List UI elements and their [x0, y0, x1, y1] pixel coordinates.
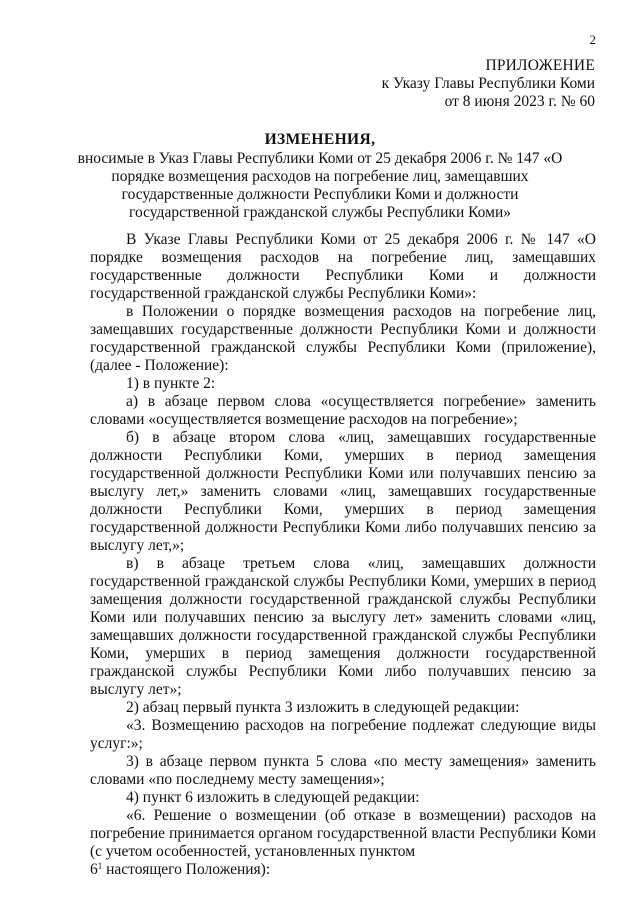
paragraph: «3. Возмещению расходов на погребение подлежат следующие виды услуг:»;	[90, 717, 596, 752]
paragraph: 1) в пункте 2:	[126, 375, 216, 392]
superscript-index: 1	[97, 861, 103, 871]
document-body	[90, 231, 596, 879]
paragraph: в) в абзаце третьем слова «лиц, замещавших должности государственной гражданской службы Республики Коми, умерших в период замещения должности государственной гражданской службы Республики Коми или получавших пенсию за выслугу лет» заменить словами «лиц, замещавших должности государственной гражданской службы Республики Коми, умерших в период замещения должности государственной гражданской службы Республики Коми либо получавших пенсию за выслугу лет»;	[90, 555, 596, 698]
paragraph-continuation	[90, 861, 596, 879]
appendix-decree-date: от 8 июня 2023 г. № 60	[444, 93, 595, 110]
item-number: 6	[90, 861, 98, 878]
paragraph: а) в абзаце первом слова «осуществляется погребение» заменить словами «осуществляется возмещение расходов на погребение»;	[90, 393, 596, 428]
paragraph: «6. Решение о возмещении (об отказе в возмещении) расходов на погребение принимается органом государственной власти Республики Коми (с учетом особенностей, установленных пунктом	[90, 807, 596, 860]
paragraph: В Указе Главы Республики Коми от 25 декабря 2006 г. № 147 «О порядке возмещения расходов на погребение лиц, замещавших государственные должности Республики Коми и должности государственной гражданской службы Республики Коми»:	[90, 231, 596, 302]
appendix-header	[275, 57, 595, 111]
paragraph: в Положении о порядке возмещения расходов на погребение лиц, замещавших государственные должности Республики Коми и должности государственной гражданской службы Республики Коми (приложение), (далее - Положение):	[90, 303, 596, 374]
appendix-decree-reference: к Указу Главы Республики Коми	[381, 75, 595, 92]
continuation-text: настоящего Положения):	[102, 861, 271, 878]
paragraph: б) в абзаце втором слова «лиц, замещавших государственные должности Республики Коми, умерших в период замещения государственной должности Республики Коми или получавших пенсию за выслугу лет,» заменить словами «лиц, замещавших государственные должности Республики Коми, умерших в период замещения государственной должности Республики Коми либо получавших пенсию за выслугу лет,»;	[90, 429, 596, 554]
page-number: 2	[589, 32, 596, 47]
paragraph: 2) абзац первый пункта 3 изложить в следующей редакции:	[126, 699, 520, 716]
paragraph: 4) пункт 6 изложить в следующей редакции:	[126, 789, 420, 806]
document-title: ИЗМЕНЕНИЯ,	[264, 131, 376, 148]
paragraph: 3) в абзаце первом пункта 5 слова «по месту замещения» заменить словами «по последнему месту замещения»;	[90, 753, 596, 788]
appendix-label: ПРИЛОЖЕНИЕ	[485, 57, 595, 74]
document-subtitle: вносимые в Указ Главы Республики Коми от 25 декабря 2006 г. № 147 «О порядке возмещения расходов на погребение лиц, замещавших государственные должности Республики Коми и должности государственной гражданской службы Республики Коми»	[77, 150, 563, 221]
